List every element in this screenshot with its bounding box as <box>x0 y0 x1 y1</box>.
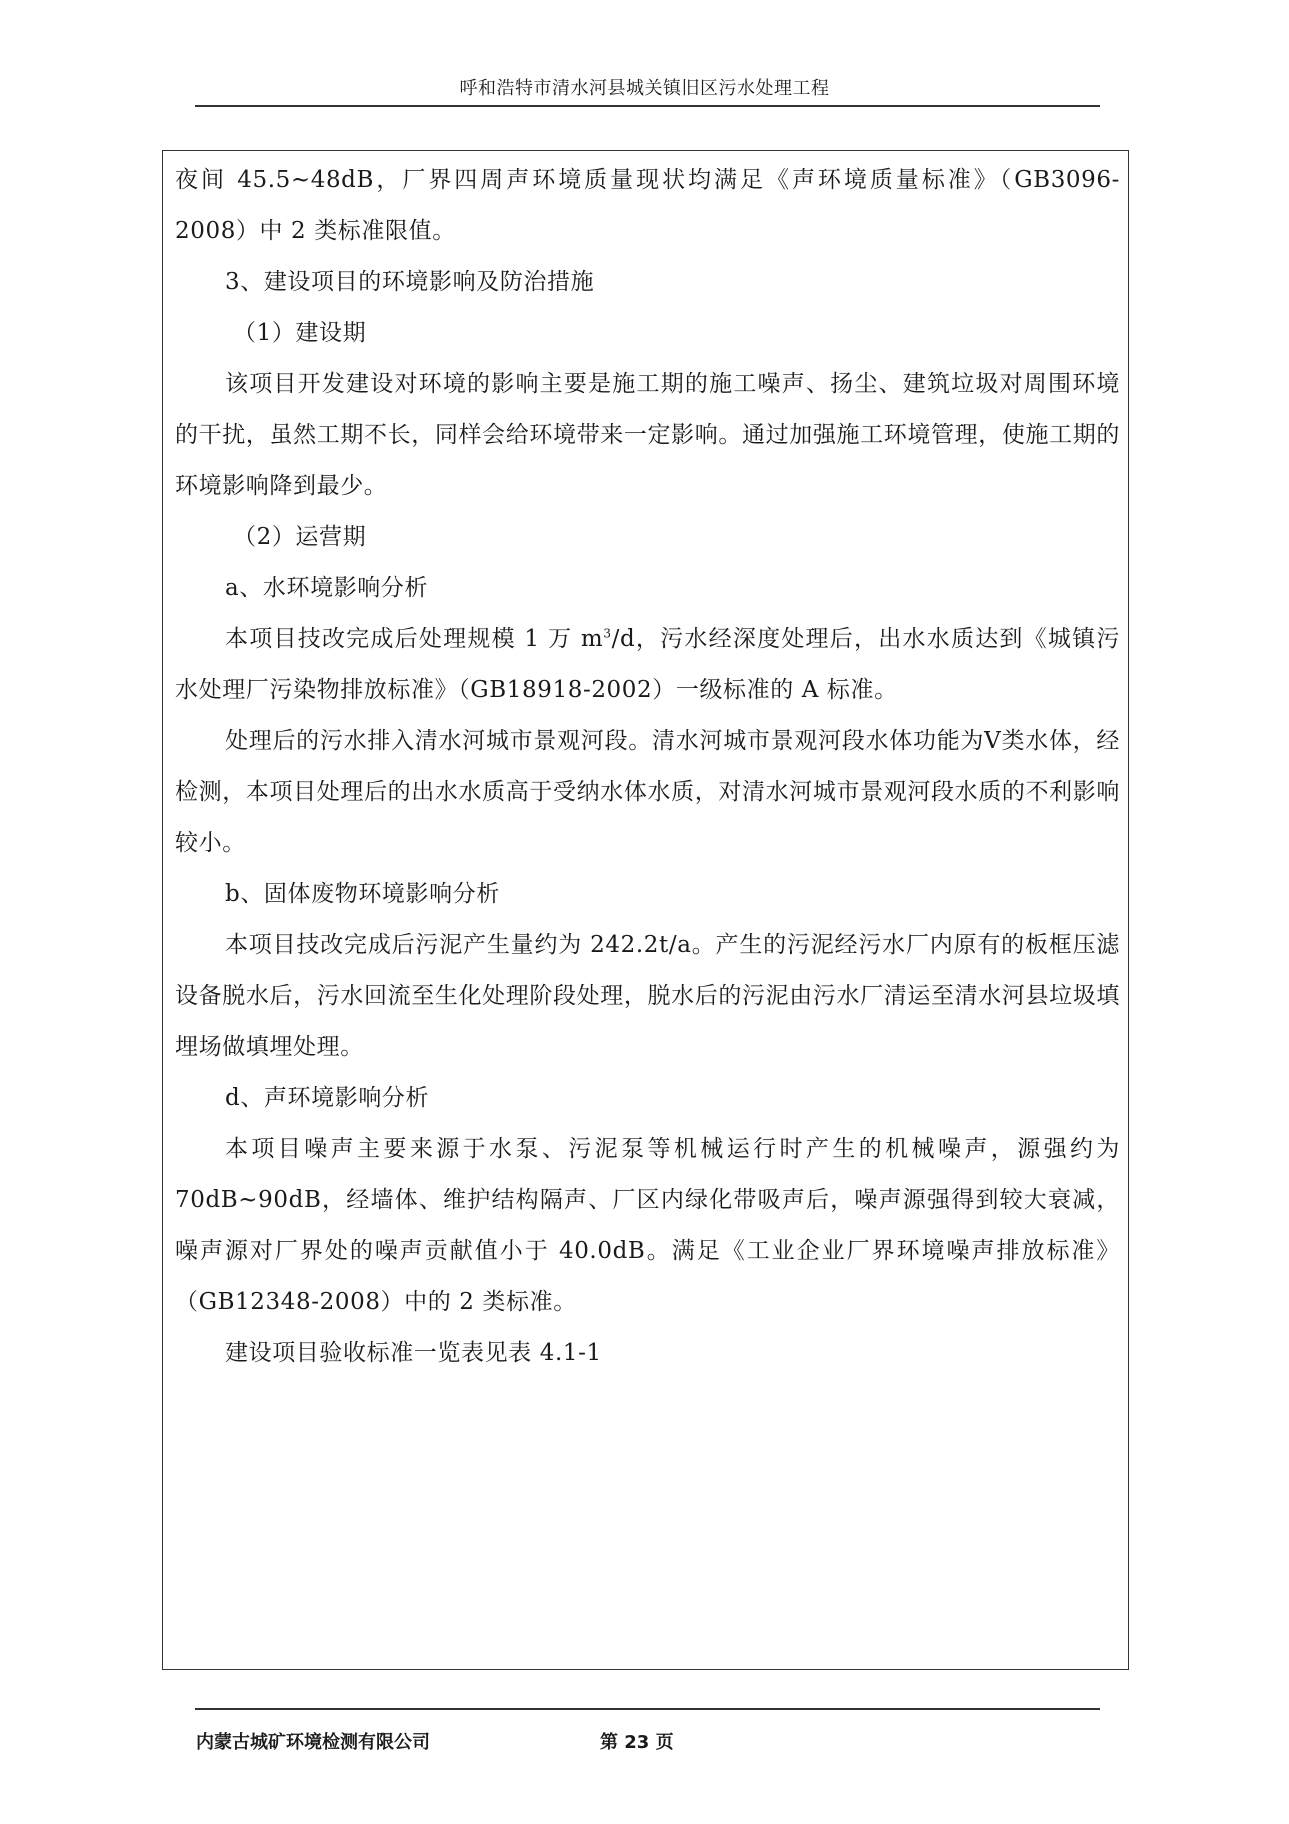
water-scale-text-pre: 本项目技改完成后处理规模 1 万 m <box>225 626 604 652</box>
paragraph-noise-status: 夜间 45.5~48dB，厂界四周声环境质量现状均满足《声环境质量标准》（GB3096-2008）中 2 类标准限值。 <box>175 167 1120 244</box>
footer-rule <box>195 1708 1100 1710</box>
paragraph-solid-waste: 本项目技改完成后污泥产生量约为 242.2t/a。产生的污泥经污水厂内原有的板框压滤设备脱水后，污水回流至生化处理阶段处理，脱水后的污泥由污水厂清运至清水河县垃圾填埋场做填埋处理。 <box>175 932 1120 1060</box>
subheading-operation: （2）运营期 <box>233 524 367 550</box>
water-scale-text-post: /d，污水经深度处理后，出水水质达到《城镇污水处理厂污染物排放标准》（GB18918-2002）一级标准的 A 标准。 <box>175 626 1120 703</box>
footer-company-name: 内蒙古城矿环境检测有限公司 <box>196 1732 430 1753</box>
paragraph-construction: 该项目开发建设对环境的影响主要是施工期的施工噪声、扬尘、建筑垃圾对周围环境的干扰，虽然工期不长，同样会给环境带来一定影响。通过加强施工环境管理，使施工期的环境影响降到最少。 <box>175 371 1120 499</box>
section-heading-impacts: 3、建设项目的环境影响及防治措施 <box>225 269 595 295</box>
paragraph-noise: 本项目噪声主要来源于水泵、污泥泵等机械运行时产生的机械噪声，源强约为 70dB~90dB，经墙体、维护结构隔声、厂区内绿化带吸声后，噪声源强得到较大衰减，噪声源对厂界处的噪声贡献值小于 40.0dB。满足《工业企业厂界环境噪声排放标准》（GB12348-2008）中的 2 类标准。 <box>175 1136 1120 1315</box>
paragraph-water-scale <box>175 614 1120 716</box>
subheading-construction: （1）建设期 <box>233 320 367 346</box>
paragraph-water-discharge: 处理后的污水排入清水河城市景观河段。清水河城市景观河段水体功能为Ⅴ类水体，经检测，本项目处理后的出水水质高于受纳水体水质，对清水河城市景观河段水质的不利影响较小。 <box>175 728 1120 856</box>
paragraph-table-reference: 建设项目验收标准一览表见表 4.1-1 <box>225 1340 602 1366</box>
document-header-title: 呼和浩特市清水河县城关镇旧区污水处理工程 <box>459 78 830 99</box>
subheading-noise: d、声环境影响分析 <box>225 1085 430 1111</box>
header-rule <box>195 105 1100 107</box>
water-scale-superscript: 3 <box>603 626 612 641</box>
subheading-solid-waste: b、固体废物环境影响分析 <box>225 881 500 907</box>
subheading-water: a、水环境影响分析 <box>225 575 429 601</box>
footer-page-number: 第 23 页 <box>600 1732 674 1753</box>
